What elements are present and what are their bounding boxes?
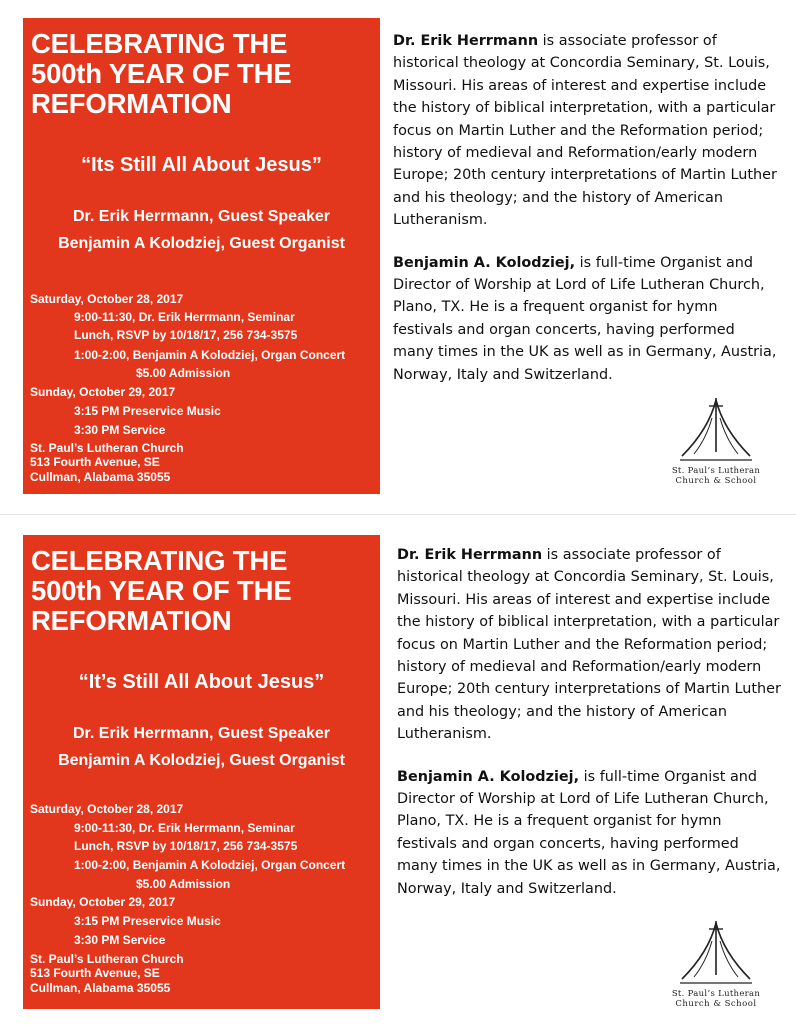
flyer-top [0, 18, 796, 518]
church-city: Cullman, Alabama 35055 [30, 470, 171, 484]
flyer-bottom [0, 535, 796, 1035]
bios [397, 544, 782, 900]
bio-text: is associate professor of historical theology at Concordia Seminary, St. Louis, Missouri. His areas of interest and expertise include the history of biblical interpretation, with a particular focus on Martin Luther and the Reformation period; history of medieval and Reformation/early modern Europe; 20th century interpretations of Martin Luther and his theology; and the history of American Lutheranism. [393, 33, 777, 229]
event-panel [23, 535, 380, 1009]
schedule-item: $5.00 Admission [136, 366, 231, 380]
bio-text: is full-time Organist and Director of Worship at Lord of Life Lutheran Church, Plano, TX. He is a frequent organist for hymn festivals and organ concerts, having performed many times in the UK as well as in Germany, Austria, Norway, Italy and Switzerland. [393, 254, 777, 383]
guest-speaker: Dr. Erik Herrmann, Guest Speaker [73, 725, 330, 742]
headline [31, 546, 291, 636]
event-panel [23, 18, 380, 494]
headline-line: 500th YEAR OF THE [31, 575, 292, 606]
logo-line: St. Paul’s Lutheran [671, 989, 761, 999]
logo-line: Church & School [675, 999, 757, 1009]
schedule-item: 3:15 PM Preservice Music [74, 914, 221, 928]
schedule-item: $5.00 Admission [136, 877, 231, 891]
schedule-item: 3:30 PM Service [74, 933, 166, 947]
headline-line: REFORMATION [31, 605, 232, 636]
schedule-item: 3:30 PM Service [74, 423, 166, 437]
bio-kolodziej [393, 252, 778, 386]
guest-organist: Benjamin A Kolodziej, Guest Organist [58, 752, 345, 769]
logo-line: Church & School [675, 476, 757, 486]
headline-line: REFORMATION [31, 88, 232, 119]
schedule-item: 1:00-2:00, Benjamin A Kolodziej, Organ Concert [74, 348, 346, 362]
church-steeple-icon [678, 396, 754, 464]
schedule-date: Sunday, October 29, 2017 [30, 385, 176, 399]
headline [31, 29, 291, 119]
schedule-date: Sunday, October 29, 2017 [30, 895, 176, 909]
church-steeple-icon [678, 919, 754, 987]
bio-name: Dr. Erik Herrmann [393, 33, 539, 49]
church-name: St. Paul’s Lutheran Church [30, 441, 184, 455]
page-divider [0, 514, 796, 515]
church-address: 513 Fourth Avenue, SE [30, 455, 160, 469]
bio-herrmann [397, 544, 782, 746]
schedule-date: Saturday, October 28, 2017 [30, 802, 184, 816]
schedule-item: Lunch, RSVP by 10/18/17, 256 734-3575 [74, 328, 298, 342]
logo-line: St. Paul’s Lutheran [671, 466, 761, 476]
guest-organist: Benjamin A Kolodziej, Guest Organist [58, 235, 345, 252]
guest-speaker: Dr. Erik Herrmann, Guest Speaker [73, 208, 330, 225]
schedule-item: 9:00-11:30, Dr. Erik Herrmann, Seminar [74, 310, 295, 324]
headline-line: 500th YEAR OF THE [31, 58, 292, 89]
headline-line: CELEBRATING THE [31, 28, 288, 59]
bio-text: is full-time Organist and Director of Worship at Lord of Life Lutheran Church, Plano, TX. He is a frequent organist for hymn festivals and organ concerts, having performed many times in the UK as well as in Germany, Austria, Norway, Italy and Switzerland. [397, 768, 781, 897]
bio-name: Benjamin A. Kolodziej, [393, 254, 576, 271]
bio-name: Dr. Erik Herrmann [397, 547, 543, 563]
church-logo [660, 396, 772, 506]
schedule-date: Saturday, October 28, 2017 [30, 292, 184, 306]
schedule-item: Lunch, RSVP by 10/18/17, 256 734-3575 [74, 839, 298, 853]
bio-text: is associate professor of historical theology at Concordia Seminary, St. Louis, Missouri. His areas of interest and expertise include the history of biblical interpretation, with a particular focus on Martin Luther and the Reformation period; history of medieval and Reformation/early modern Europe; 20th century interpretations of Martin Luther and his theology; and the history of American Lutheranism. [397, 547, 781, 743]
schedule-item: 1:00-2:00, Benjamin A Kolodziej, Organ Concert [74, 858, 346, 872]
bio-name: Benjamin A. Kolodziej, [397, 768, 580, 785]
bio-herrmann [393, 30, 778, 232]
theme-title: “It’s Still All About Jesus” [78, 671, 325, 693]
headline-line: CELEBRATING THE [31, 545, 288, 576]
schedule-item: 9:00-11:30, Dr. Erik Herrmann, Seminar [74, 821, 295, 835]
church-address: 513 Fourth Avenue, SE [30, 966, 160, 980]
church-city: Cullman, Alabama 35055 [30, 981, 171, 995]
church-name: St. Paul’s Lutheran Church [30, 952, 184, 966]
bios [393, 30, 778, 386]
bio-kolodziej [397, 766, 782, 900]
schedule-item: 3:15 PM Preservice Music [74, 404, 221, 418]
theme-title: “Its Still All About Jesus” [81, 154, 322, 176]
church-logo [660, 919, 772, 1029]
